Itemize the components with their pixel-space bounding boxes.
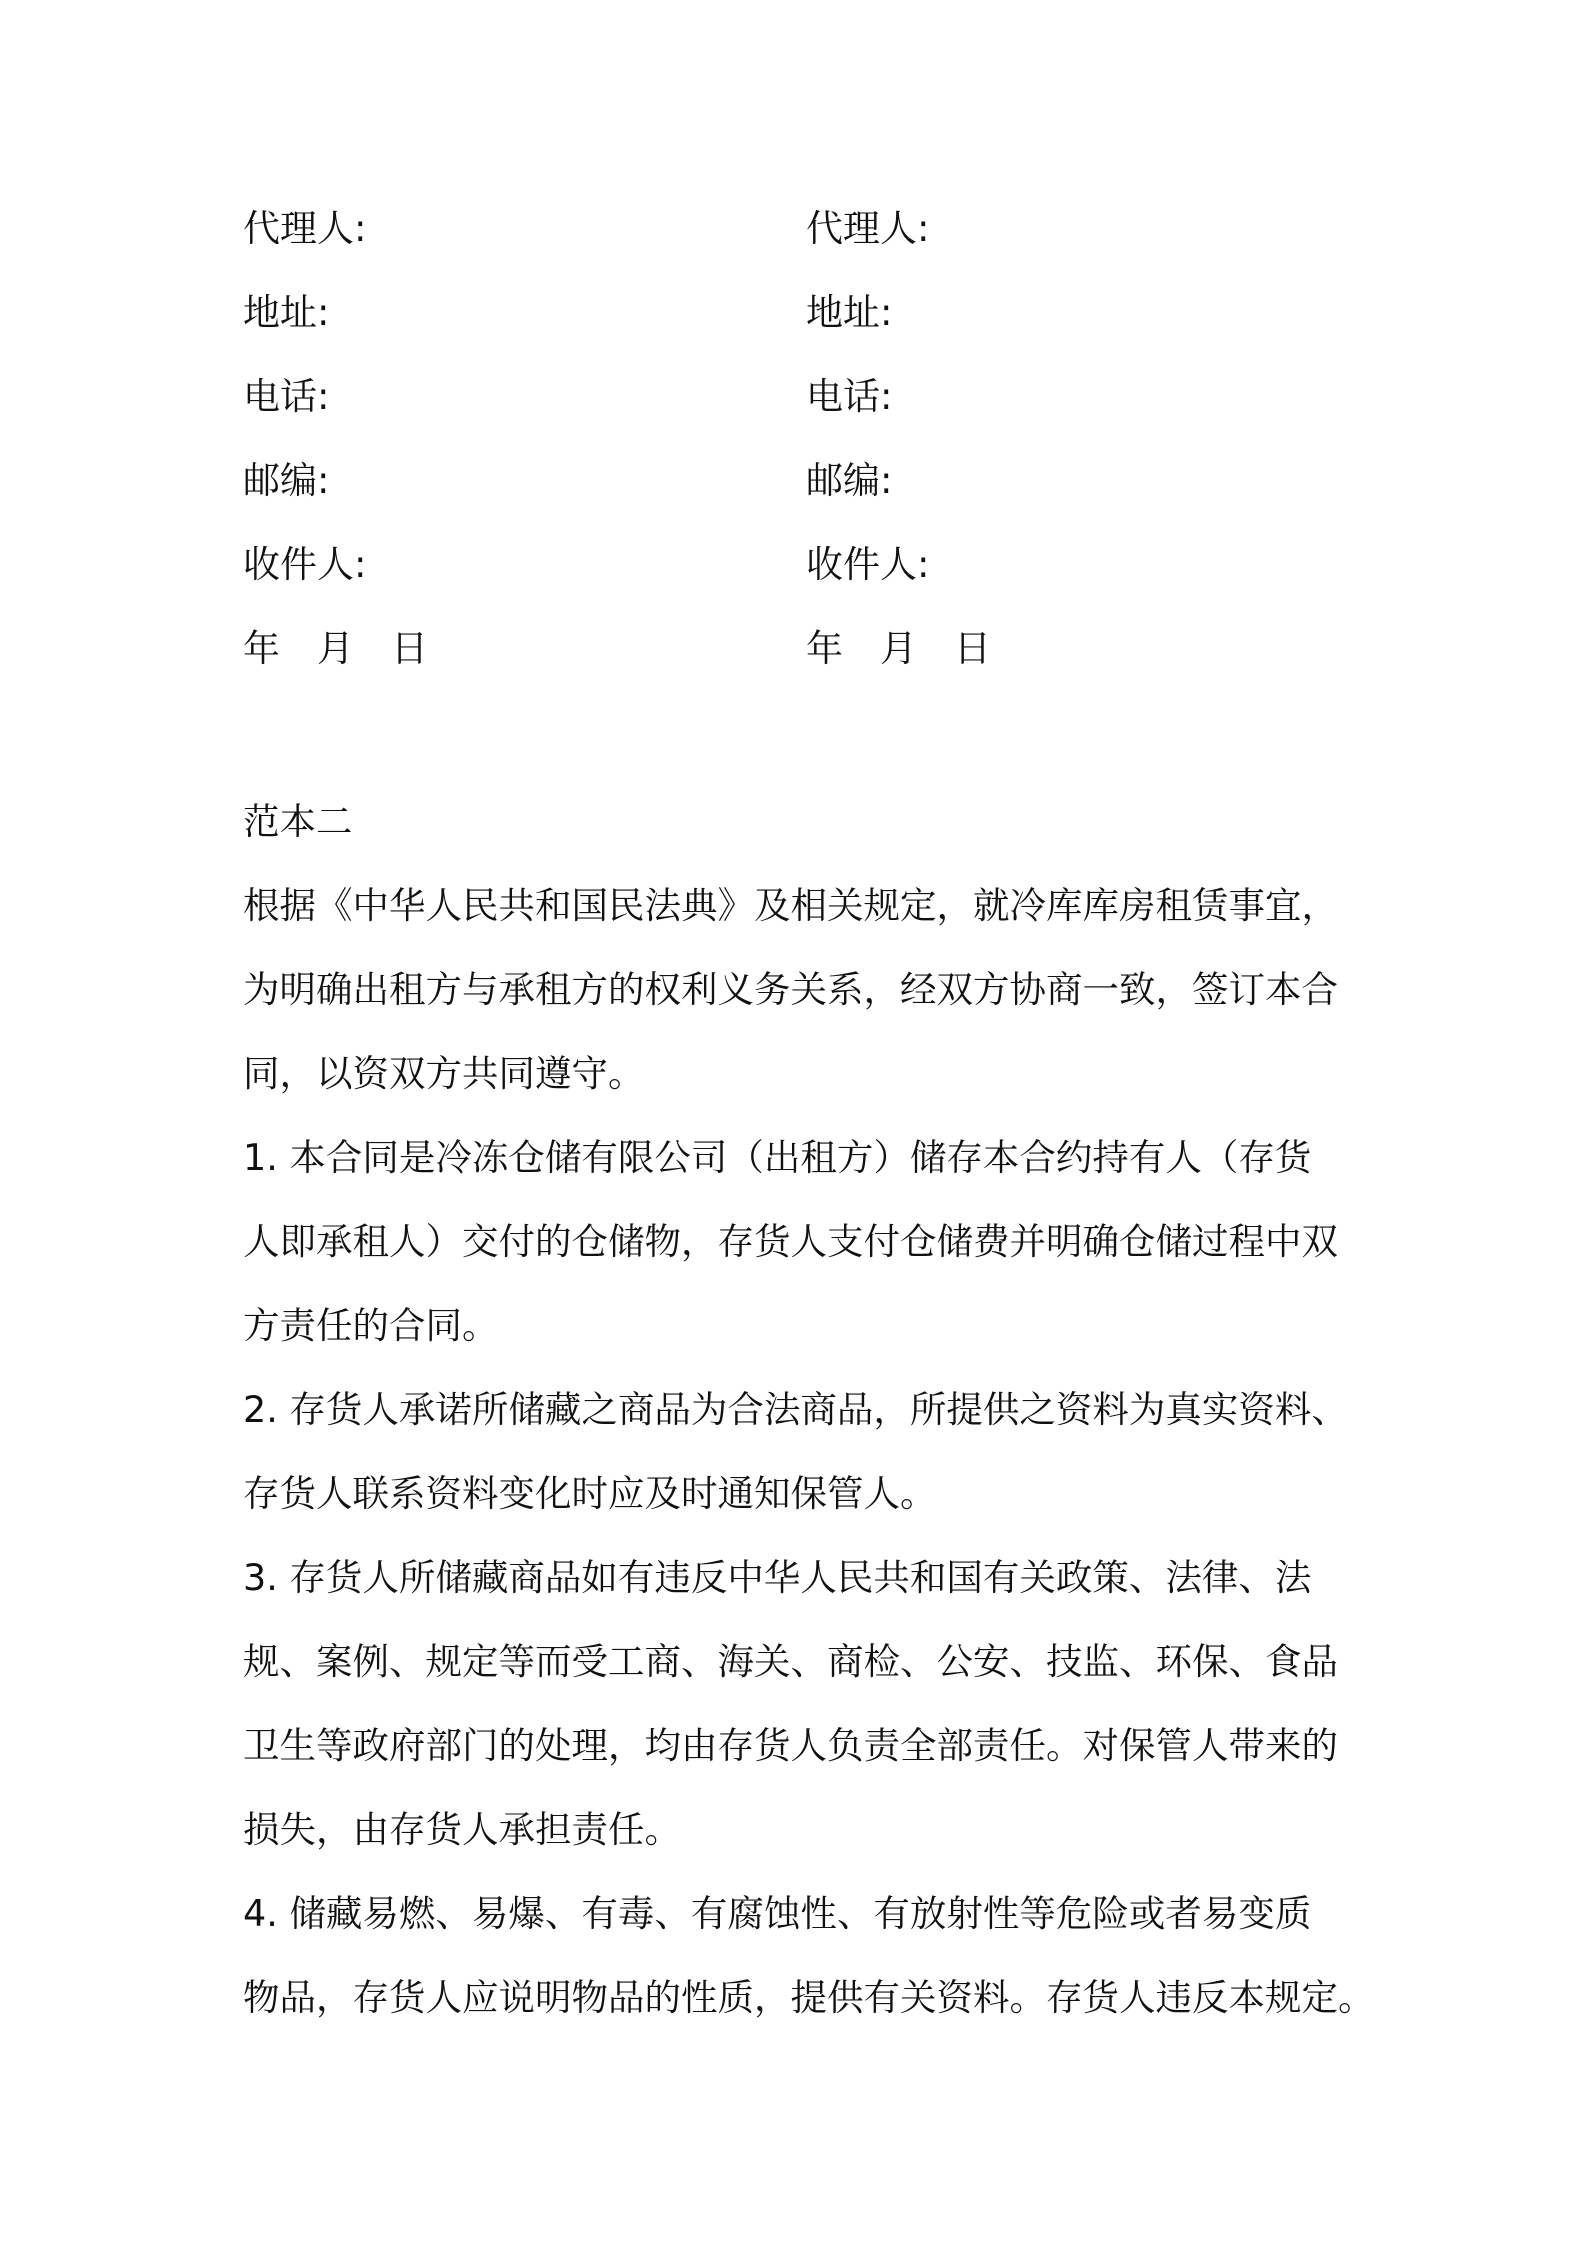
left-address-label: 地址: [243,291,330,334]
right-recipient-label: 收件人: [806,543,930,586]
paragraph-list [243,864,1375,2040]
recipient-row [243,533,1343,617]
right-agent-label: 代理人: [806,207,930,250]
paragraph-line: 人即承租人）交付的仓储物，存货人支付仓储费并明确仓储过程中双 [243,1220,1338,1263]
left-agent-label: 代理人: [243,207,367,250]
contact-info-block [243,197,1343,701]
paragraph [243,864,1368,1116]
paragraph-line: 根据《中华人民共和国民法典》及相关规定，就冷库库房租赁事宜， [243,884,1338,927]
paragraph-line: 卫生等政府部门的处理，均由存货人负责全部责任。对保管人带来的 [243,1724,1338,1767]
paragraph-line: 方责任的合同。 [243,1304,499,1347]
left-date-month: 月 [317,627,354,670]
postcode-row [243,449,1343,533]
right-address-label: 地址: [806,291,893,334]
paragraph-line: 存货人联系资料变化时应及时通知保管人。 [243,1472,937,1515]
paragraph-line: 4. 储藏易燃、易爆、有毒、有腐蚀性、有放射性等危险或者易变质 [243,1892,1312,1935]
right-date-month: 月 [880,627,917,670]
address-row [243,281,1343,365]
left-date [243,617,428,681]
left-postcode-label: 邮编: [243,459,330,502]
paragraph [243,1116,1368,1368]
right-postcode-label: 邮编: [806,459,893,502]
paragraph-line: 同，以资双方共同遵守。 [243,1052,645,1095]
contract-body [243,780,1375,2040]
left-date-year: 年 [243,627,280,670]
paragraph [243,1536,1368,1872]
paragraph-line: 2. 存货人承诺所储藏之商品为合法商品，所提供之资料为真实资料、 [243,1388,1348,1431]
paragraph [243,1368,1368,1536]
paragraph [243,1872,1375,2040]
left-recipient-label: 收件人: [243,543,367,586]
right-date [806,617,991,681]
paragraph-line: 损失，由存货人承担责任。 [243,1808,681,1851]
paragraph-line: 规、案例、规定等而受工商、海关、商检、公安、技监、环保、食品 [243,1640,1338,1683]
left-date-day: 日 [391,627,428,670]
right-date-year: 年 [806,627,843,670]
paragraph-line: 为明确出租方与承租方的权利义务关系，经双方协商一致，签订本合 [243,968,1338,1011]
paragraph-line: 1. 本合同是冷冻仓储有限公司（出租方）储存本合约持有人（存货 [243,1136,1312,1179]
left-phone-label: 电话: [243,375,330,418]
section-title: 范本二 [243,800,353,843]
paragraph-line: 物品，存货人应说明物品的性质，提供有关资料。存货人违反本规定。 [243,1976,1375,2019]
phone-row [243,365,1343,449]
right-phone-label: 电话: [806,375,893,418]
right-date-day: 日 [954,627,991,670]
date-row [243,617,1343,701]
agent-row [243,197,1343,281]
paragraph-line: 3. 存货人所储藏商品如有违反中华人民共和国有关政策、法律、法 [243,1556,1312,1599]
